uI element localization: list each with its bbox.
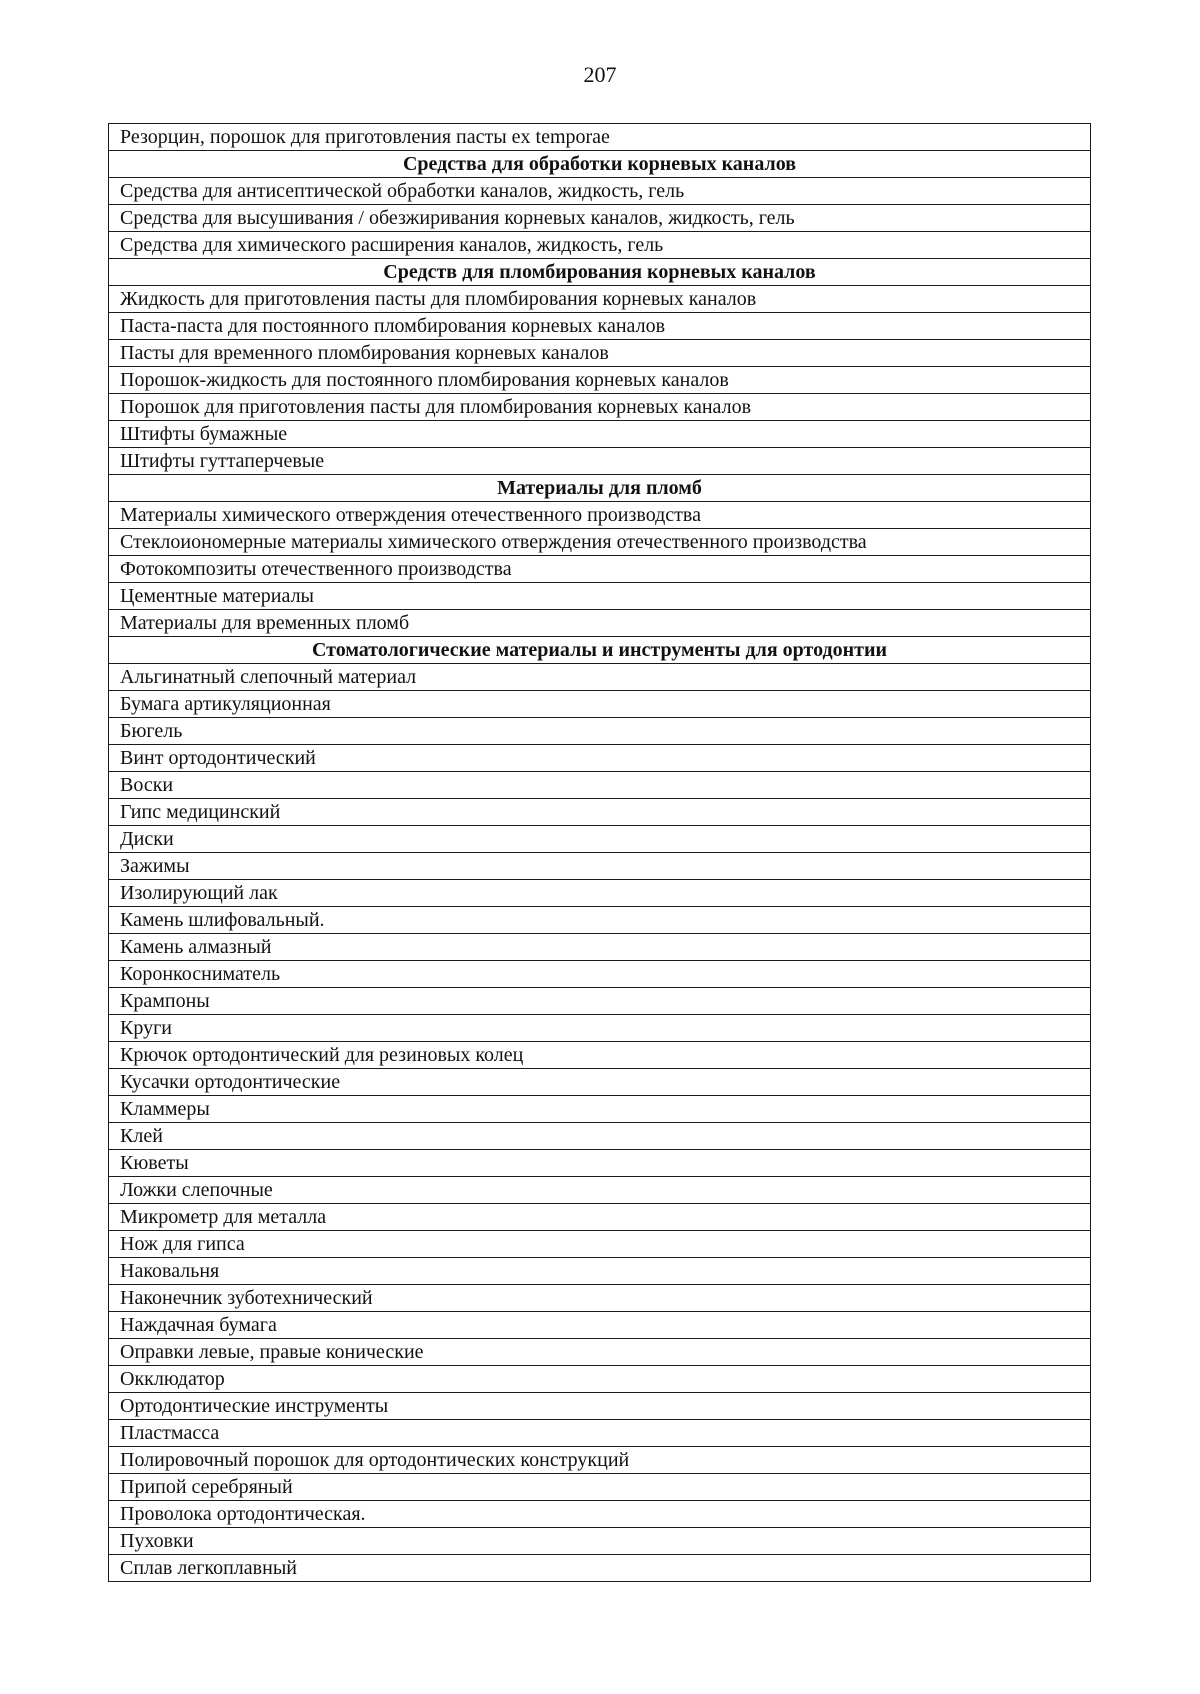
table-row [109, 1231, 1091, 1258]
item-cell: Кусачки ортодонтические [109, 1069, 1091, 1096]
table-row [109, 421, 1091, 448]
item-cell: Порошок-жидкость для постоянного пломбирования корневых каналов [109, 367, 1091, 394]
item-cell: Крючок ортодонтический для резиновых колец [109, 1042, 1091, 1069]
item-cell: Изолирующий лак [109, 880, 1091, 907]
table-row [109, 178, 1091, 205]
table-row [109, 1366, 1091, 1393]
table-row [109, 1177, 1091, 1204]
table-row [109, 691, 1091, 718]
item-cell: Материалы химического отверждения отечественного производства [109, 502, 1091, 529]
table-row [109, 1420, 1091, 1447]
table-row [109, 1447, 1091, 1474]
item-cell: Круги [109, 1015, 1091, 1042]
table-row [109, 556, 1091, 583]
table-row [109, 1285, 1091, 1312]
table-row [109, 1555, 1091, 1582]
item-cell: Гипс медицинский [109, 799, 1091, 826]
table-row [109, 1258, 1091, 1285]
item-cell: Штифты гуттаперчевые [109, 448, 1091, 475]
table-row [109, 988, 1091, 1015]
item-cell: Резорцин, порошок для приготовления пасты ex temporae [109, 124, 1091, 151]
table-row [109, 745, 1091, 772]
table-row [109, 664, 1091, 691]
table-row [109, 529, 1091, 556]
table-row [109, 313, 1091, 340]
table-row [109, 880, 1091, 907]
item-cell: Оправки левые, правые конические [109, 1339, 1091, 1366]
table-row [109, 772, 1091, 799]
item-cell: Фотокомпозиты отечественного производства [109, 556, 1091, 583]
table-row [109, 124, 1091, 151]
item-cell: Жидкость для приготовления пасты для пломбирования корневых каналов [109, 286, 1091, 313]
item-cell: Коронкосниматель [109, 961, 1091, 988]
table-row [109, 1501, 1091, 1528]
item-cell: Крампоны [109, 988, 1091, 1015]
item-cell: Клей [109, 1123, 1091, 1150]
table-row [109, 799, 1091, 826]
table-row [109, 1150, 1091, 1177]
section-header-row [109, 151, 1091, 178]
table-row [109, 286, 1091, 313]
table-row [109, 1123, 1091, 1150]
item-cell: Бюгель [109, 718, 1091, 745]
table-row [109, 205, 1091, 232]
item-cell: Сплав легкоплавный [109, 1555, 1091, 1582]
item-cell: Микрометр для металла [109, 1204, 1091, 1231]
table-row [109, 961, 1091, 988]
table-row [109, 1069, 1091, 1096]
table-row [109, 1015, 1091, 1042]
section-header-row [109, 637, 1091, 664]
item-cell: Цементные материалы [109, 583, 1091, 610]
table-row [109, 907, 1091, 934]
item-cell: Ортодонтические инструменты [109, 1393, 1091, 1420]
item-cell: Нож для гипса [109, 1231, 1091, 1258]
item-cell: Проволока ортодонтическая. [109, 1501, 1091, 1528]
table-row [109, 340, 1091, 367]
table-row [109, 502, 1091, 529]
table-row [109, 1393, 1091, 1420]
table-row [109, 367, 1091, 394]
table-row [109, 394, 1091, 421]
table-row [109, 1474, 1091, 1501]
item-cell: Воски [109, 772, 1091, 799]
item-cell: Наковальня [109, 1258, 1091, 1285]
item-cell: Штифты бумажные [109, 421, 1091, 448]
item-cell: Ложки слепочные [109, 1177, 1091, 1204]
item-cell: Средства для химического расширения каналов, жидкость, гель [109, 232, 1091, 259]
section-header-cell: Средств для пломбирования корневых каналов [109, 259, 1091, 286]
table-row [109, 826, 1091, 853]
table-row [109, 1042, 1091, 1069]
table-row [109, 853, 1091, 880]
section-header-cell: Стоматологические материалы и инструменты для ортодонтии [109, 637, 1091, 664]
table-row [109, 934, 1091, 961]
page-number: 207 [583, 62, 617, 87]
item-cell: Кюветы [109, 1150, 1091, 1177]
item-cell: Наждачная бумага [109, 1312, 1091, 1339]
item-cell: Кламмеры [109, 1096, 1091, 1123]
item-cell: Альгинатный слепочный материал [109, 664, 1091, 691]
item-cell: Диски [109, 826, 1091, 853]
section-header-row [109, 259, 1091, 286]
section-header-cell: Средства для обработки корневых каналов [109, 151, 1091, 178]
item-cell: Наконечник зуботехнический [109, 1285, 1091, 1312]
item-cell: Полировочный порошок для ортодонтических конструкций [109, 1447, 1091, 1474]
item-cell: Бумага артикуляционная [109, 691, 1091, 718]
item-cell: Пуховки [109, 1528, 1091, 1555]
item-cell: Стеклоиономерные материалы химического отверждения отечественного производства [109, 529, 1091, 556]
table-row [109, 1528, 1091, 1555]
item-cell: Пасты для временного пломбирования корневых каналов [109, 340, 1091, 367]
item-cell: Материалы для временных пломб [109, 610, 1091, 637]
table-row [109, 1204, 1091, 1231]
table-row [109, 610, 1091, 637]
item-cell: Порошок для приготовления пасты для пломбирования корневых каналов [109, 394, 1091, 421]
table-row [109, 583, 1091, 610]
item-cell: Камень алмазный [109, 934, 1091, 961]
table-row [109, 718, 1091, 745]
item-cell: Паста-паста для постоянного пломбирования корневых каналов [109, 313, 1091, 340]
item-cell: Средства для высушивания / обезжиривания корневых каналов, жидкость, гель [109, 205, 1091, 232]
materials-table [108, 123, 1091, 1582]
table-row [109, 1312, 1091, 1339]
item-cell: Винт ортодонтический [109, 745, 1091, 772]
table-row [109, 232, 1091, 259]
table-row [109, 1339, 1091, 1366]
section-header-row [109, 475, 1091, 502]
table-row [109, 1096, 1091, 1123]
item-cell: Окклюдатор [109, 1366, 1091, 1393]
item-cell: Камень шлифовальный. [109, 907, 1091, 934]
materials-table-body [109, 124, 1091, 1582]
item-cell: Пластмасса [109, 1420, 1091, 1447]
item-cell: Зажимы [109, 853, 1091, 880]
table-row [109, 448, 1091, 475]
item-cell: Припой серебряный [109, 1474, 1091, 1501]
item-cell: Средства для антисептической обработки каналов, жидкость, гель [109, 178, 1091, 205]
section-header-cell: Материалы для пломб [109, 475, 1091, 502]
